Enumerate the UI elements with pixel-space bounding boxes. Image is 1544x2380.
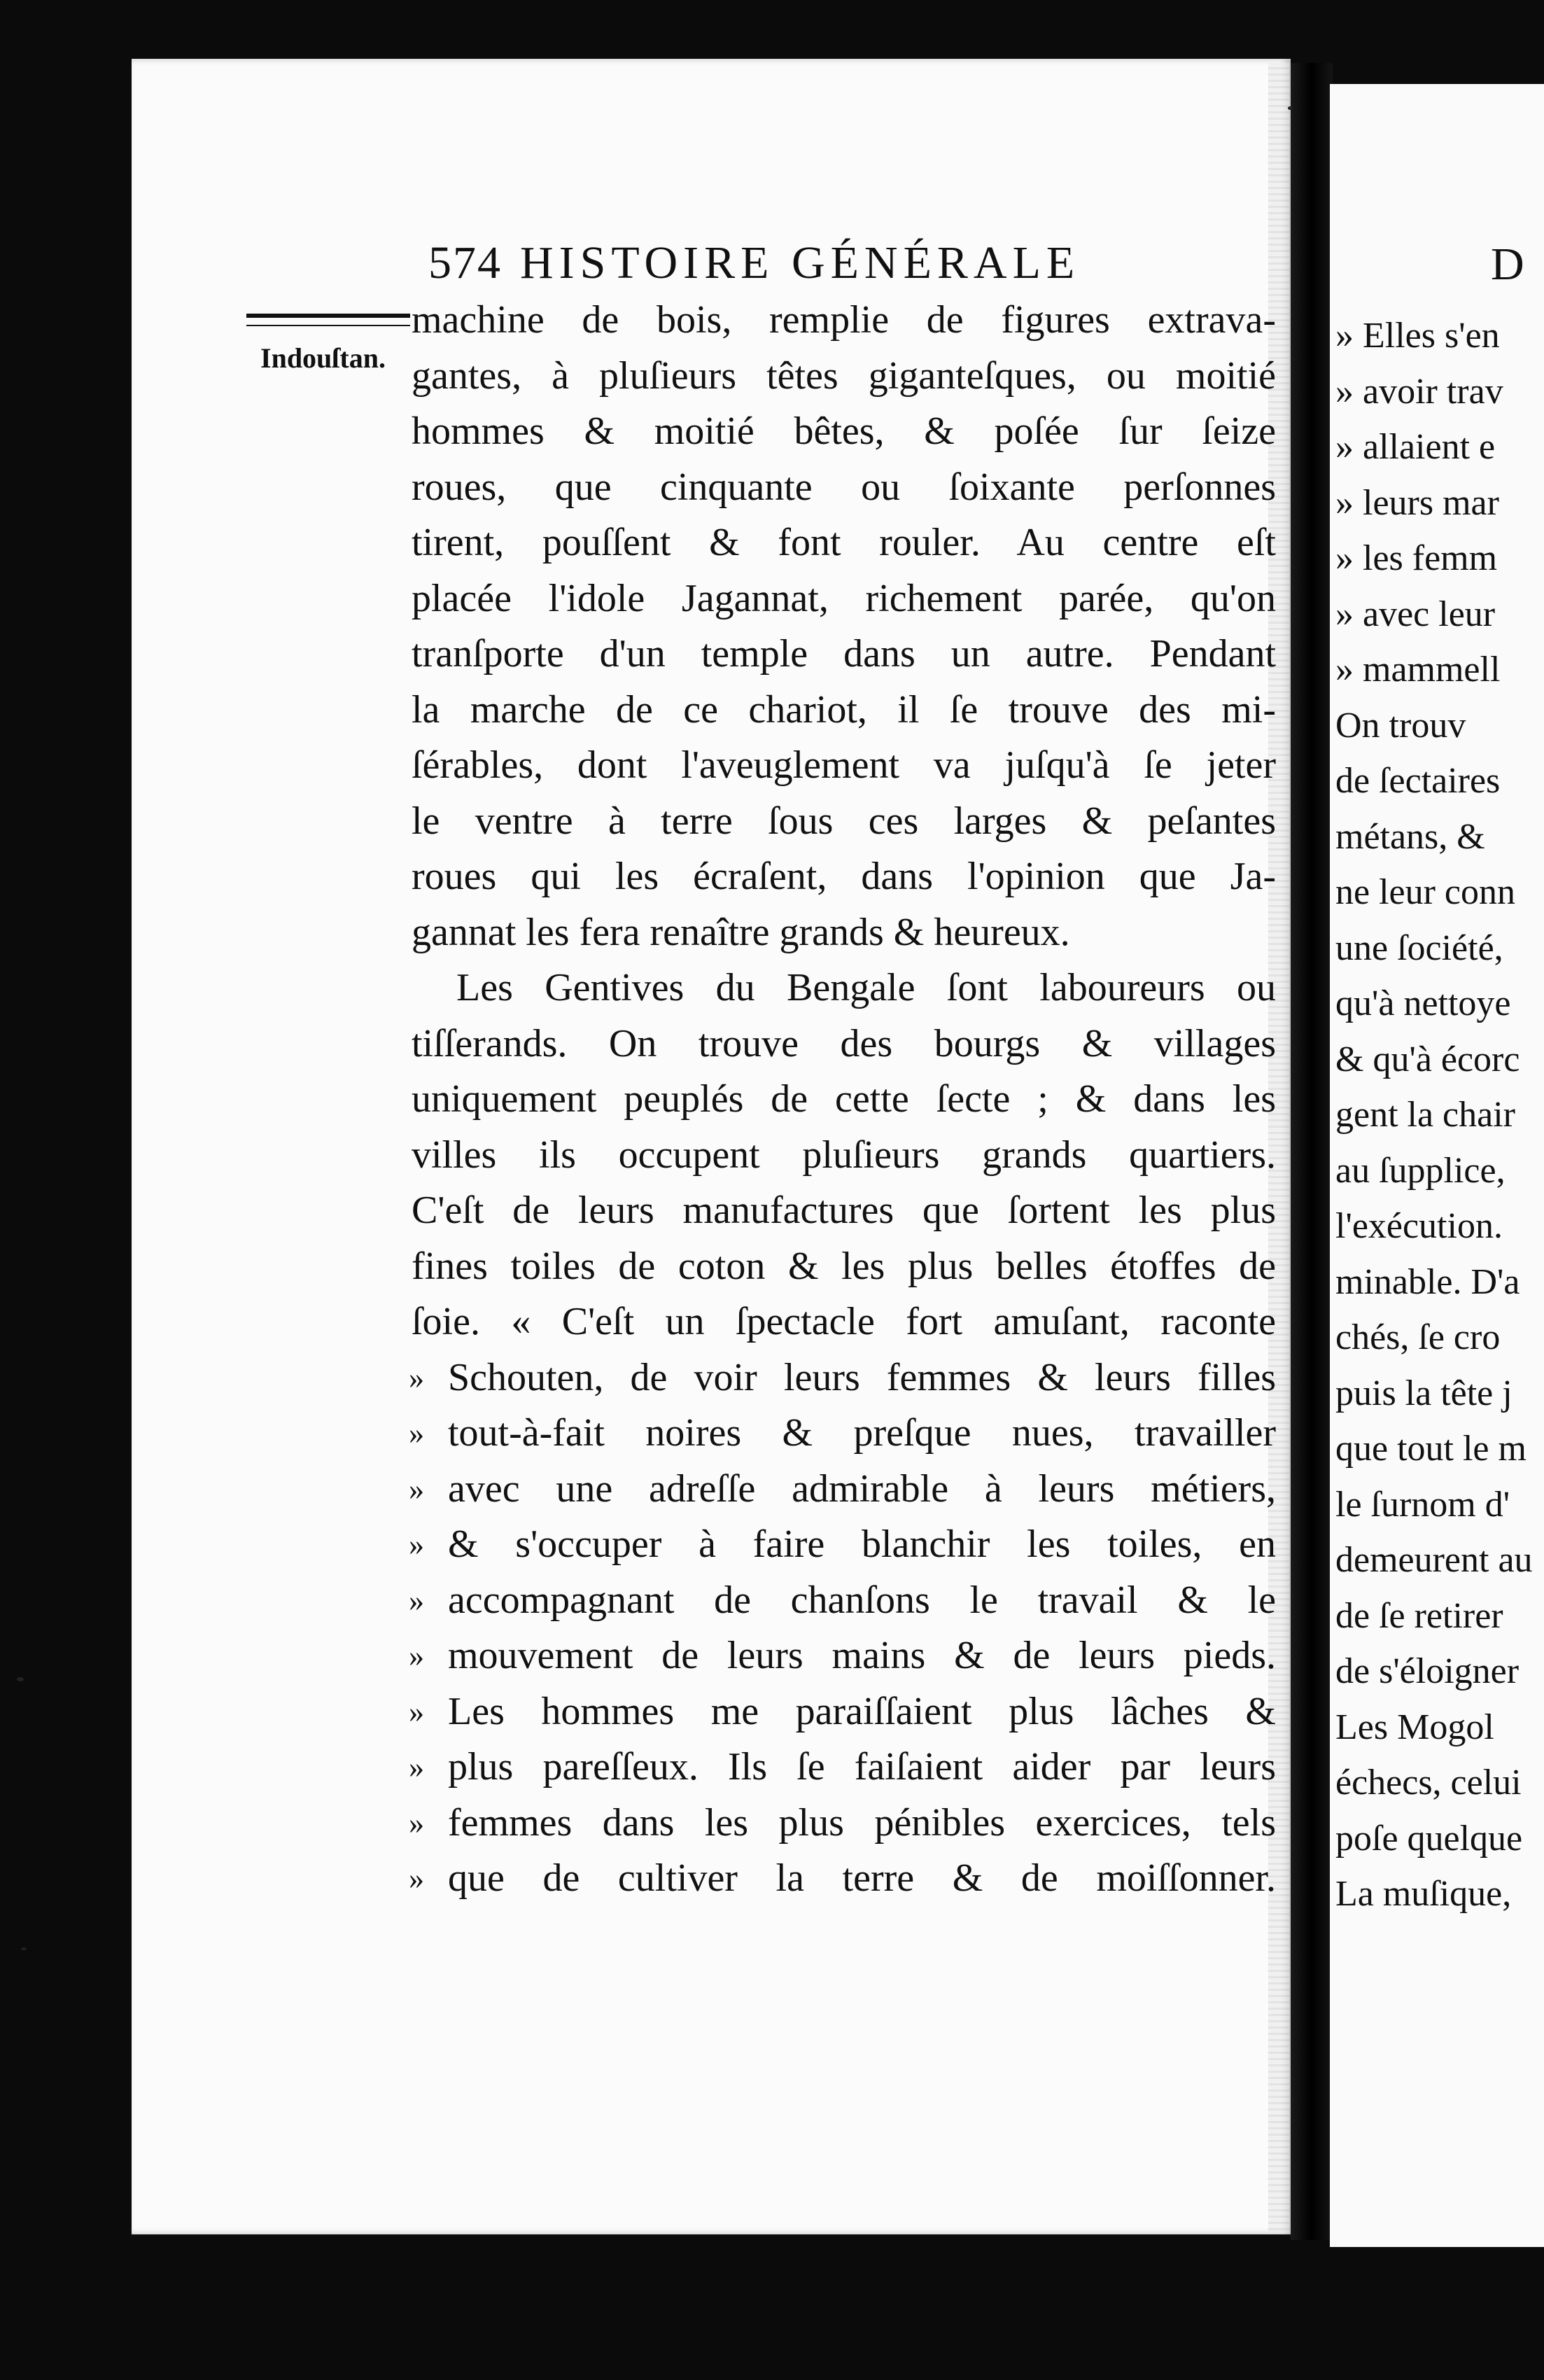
text-line: C'eſt de leurs manufactures que ſortent les plus	[412, 1189, 1276, 1232]
text-line: uniquement peuplés de cette ſecte ; & dans les	[412, 1077, 1276, 1121]
margin-note: Indouſtan.	[260, 342, 386, 374]
page-number: 574	[428, 237, 502, 288]
body-text	[412, 293, 1276, 1907]
right-page-line: une ſociété,	[1335, 927, 1503, 968]
right-page-line: On trouv	[1335, 705, 1466, 746]
right-page-line: » allaient e	[1335, 427, 1496, 467]
text-line: hommes & moitié bêtes, & poſée ſur ſeize	[412, 410, 1276, 453]
right-page-line: échecs, celui	[1335, 1763, 1522, 1802]
right-page-line: minable. D'a	[1335, 1261, 1520, 1302]
scan-speck	[17, 1677, 24, 1681]
right-page-line: l'exécution.	[1335, 1206, 1503, 1246]
quote-line: » femmes dans les plus pénibles exercices, tels	[412, 1795, 1276, 1851]
right-page-header: D	[1491, 239, 1524, 290]
right-page-line: au ſupplice,	[1335, 1150, 1506, 1191]
text-line: le ventre à terre ſous ces larges & peſantes	[412, 799, 1276, 843]
margin-rule	[246, 314, 410, 326]
right-page-line: que tout le m	[1335, 1429, 1527, 1469]
text-line: fines toiles de coton & les plus belles étoffes de	[412, 1244, 1276, 1288]
quote-line: » accompagnant de chanſons le travail & le	[412, 1573, 1276, 1629]
text-line: ſérables, dont l'aveuglement va juſqu'à ſe jeter	[412, 743, 1276, 787]
text-line: la marche de ce chariot, il ſe trouve des mi-	[412, 687, 1276, 732]
text-line: roues qui les écraſent, dans l'opinion que Ja-	[412, 855, 1276, 898]
text-line: gannat les fera renaître grands & heureux.	[412, 910, 1070, 954]
right-page-line: & qu'à écorc	[1335, 1039, 1520, 1079]
text-line: ſoie. « C'eſt un ſpectacle fort amuſant, raconte	[412, 1300, 1276, 1343]
right-page-line: gent la chair	[1335, 1095, 1515, 1135]
scan-speck	[21, 1947, 27, 1950]
right-page-line: métans, &	[1335, 816, 1485, 857]
right-page-line: Les Mogol	[1335, 1707, 1494, 1747]
right-page-line: » leurs mar	[1335, 482, 1499, 523]
right-page-line: ne leur conn	[1335, 872, 1516, 912]
right-page-line: » Elles s'en	[1335, 316, 1500, 356]
quote-line: » Les hommes me paraiſſaient plus lâches &	[412, 1684, 1276, 1740]
text-line: Les Gentives du Bengale ſont laboureurs ou	[456, 966, 1276, 1009]
book-gutter	[1291, 63, 1333, 2240]
quote-line: » tout-à-fait noires & preſque nues, travailler	[412, 1406, 1276, 1462]
right-page-line: le ſurnom d'	[1335, 1484, 1510, 1525]
right-page-line: poſe quelque	[1335, 1818, 1523, 1858]
text-line: roues, que cinquante ou ſoixante perſonnes	[412, 465, 1276, 509]
quote-line: » plus pareſſeux. Ils ſe faiſaient aider par leurs	[412, 1740, 1276, 1795]
text-line: tirent, pouſſent & font rouler. Au centre eſt	[412, 521, 1276, 564]
text-line: gantes, à pluſieurs têtes giganteſques, ou moitié	[412, 354, 1276, 398]
right-page-line: de ſectaires	[1335, 761, 1501, 801]
right-page-text	[1335, 308, 1544, 1922]
running-title: HISTOIRE GÉNÉRALE	[520, 237, 1081, 288]
text-line: machine de bois, remplie de figures extrava-	[412, 298, 1276, 342]
right-page-line: » avoir trav	[1335, 371, 1503, 412]
right-page-line: demeurent au	[1335, 1540, 1533, 1580]
quote-line: » Schouten, de voir leurs femmes & leurs filles	[412, 1350, 1276, 1406]
right-page-line: » les femm	[1335, 538, 1498, 578]
right-page-line: qu'à nettoye	[1335, 983, 1511, 1023]
quote-line: » mouvement de leurs mains & de leurs pieds.	[412, 1628, 1276, 1684]
right-page-line: » mammell	[1335, 650, 1501, 690]
text-line: tiſſerands. On trouve des bourgs & villages	[412, 1021, 1276, 1065]
text-line: tranſporte d'un temple dans un autre. Pendant	[412, 632, 1276, 676]
text-line: placée l'idole Jagannat, richement parée, qu'on	[412, 576, 1276, 620]
quote-line: » & s'occuper à faire blanchir les toiles, en	[412, 1517, 1276, 1573]
right-page-line: de s'éloigner	[1335, 1651, 1520, 1691]
running-header	[428, 237, 1080, 290]
right-page-line: La muſique,	[1335, 1874, 1512, 1914]
right-page-line: de ſe retirer	[1335, 1595, 1503, 1636]
scan-speck	[1288, 106, 1292, 110]
right-page-line: puis la tête j	[1335, 1373, 1513, 1413]
quote-line: » que de cultiver la terre & de moiſſonner.	[412, 1851, 1276, 1907]
quote-line: » avec une adreſſe admirable à leurs métiers,	[412, 1462, 1276, 1518]
right-page-line: chés, ſe cro	[1335, 1317, 1501, 1357]
right-page-line: » avec leur	[1335, 594, 1496, 634]
text-line: villes ils occupent pluſieurs grands quartiers.	[412, 1133, 1276, 1177]
